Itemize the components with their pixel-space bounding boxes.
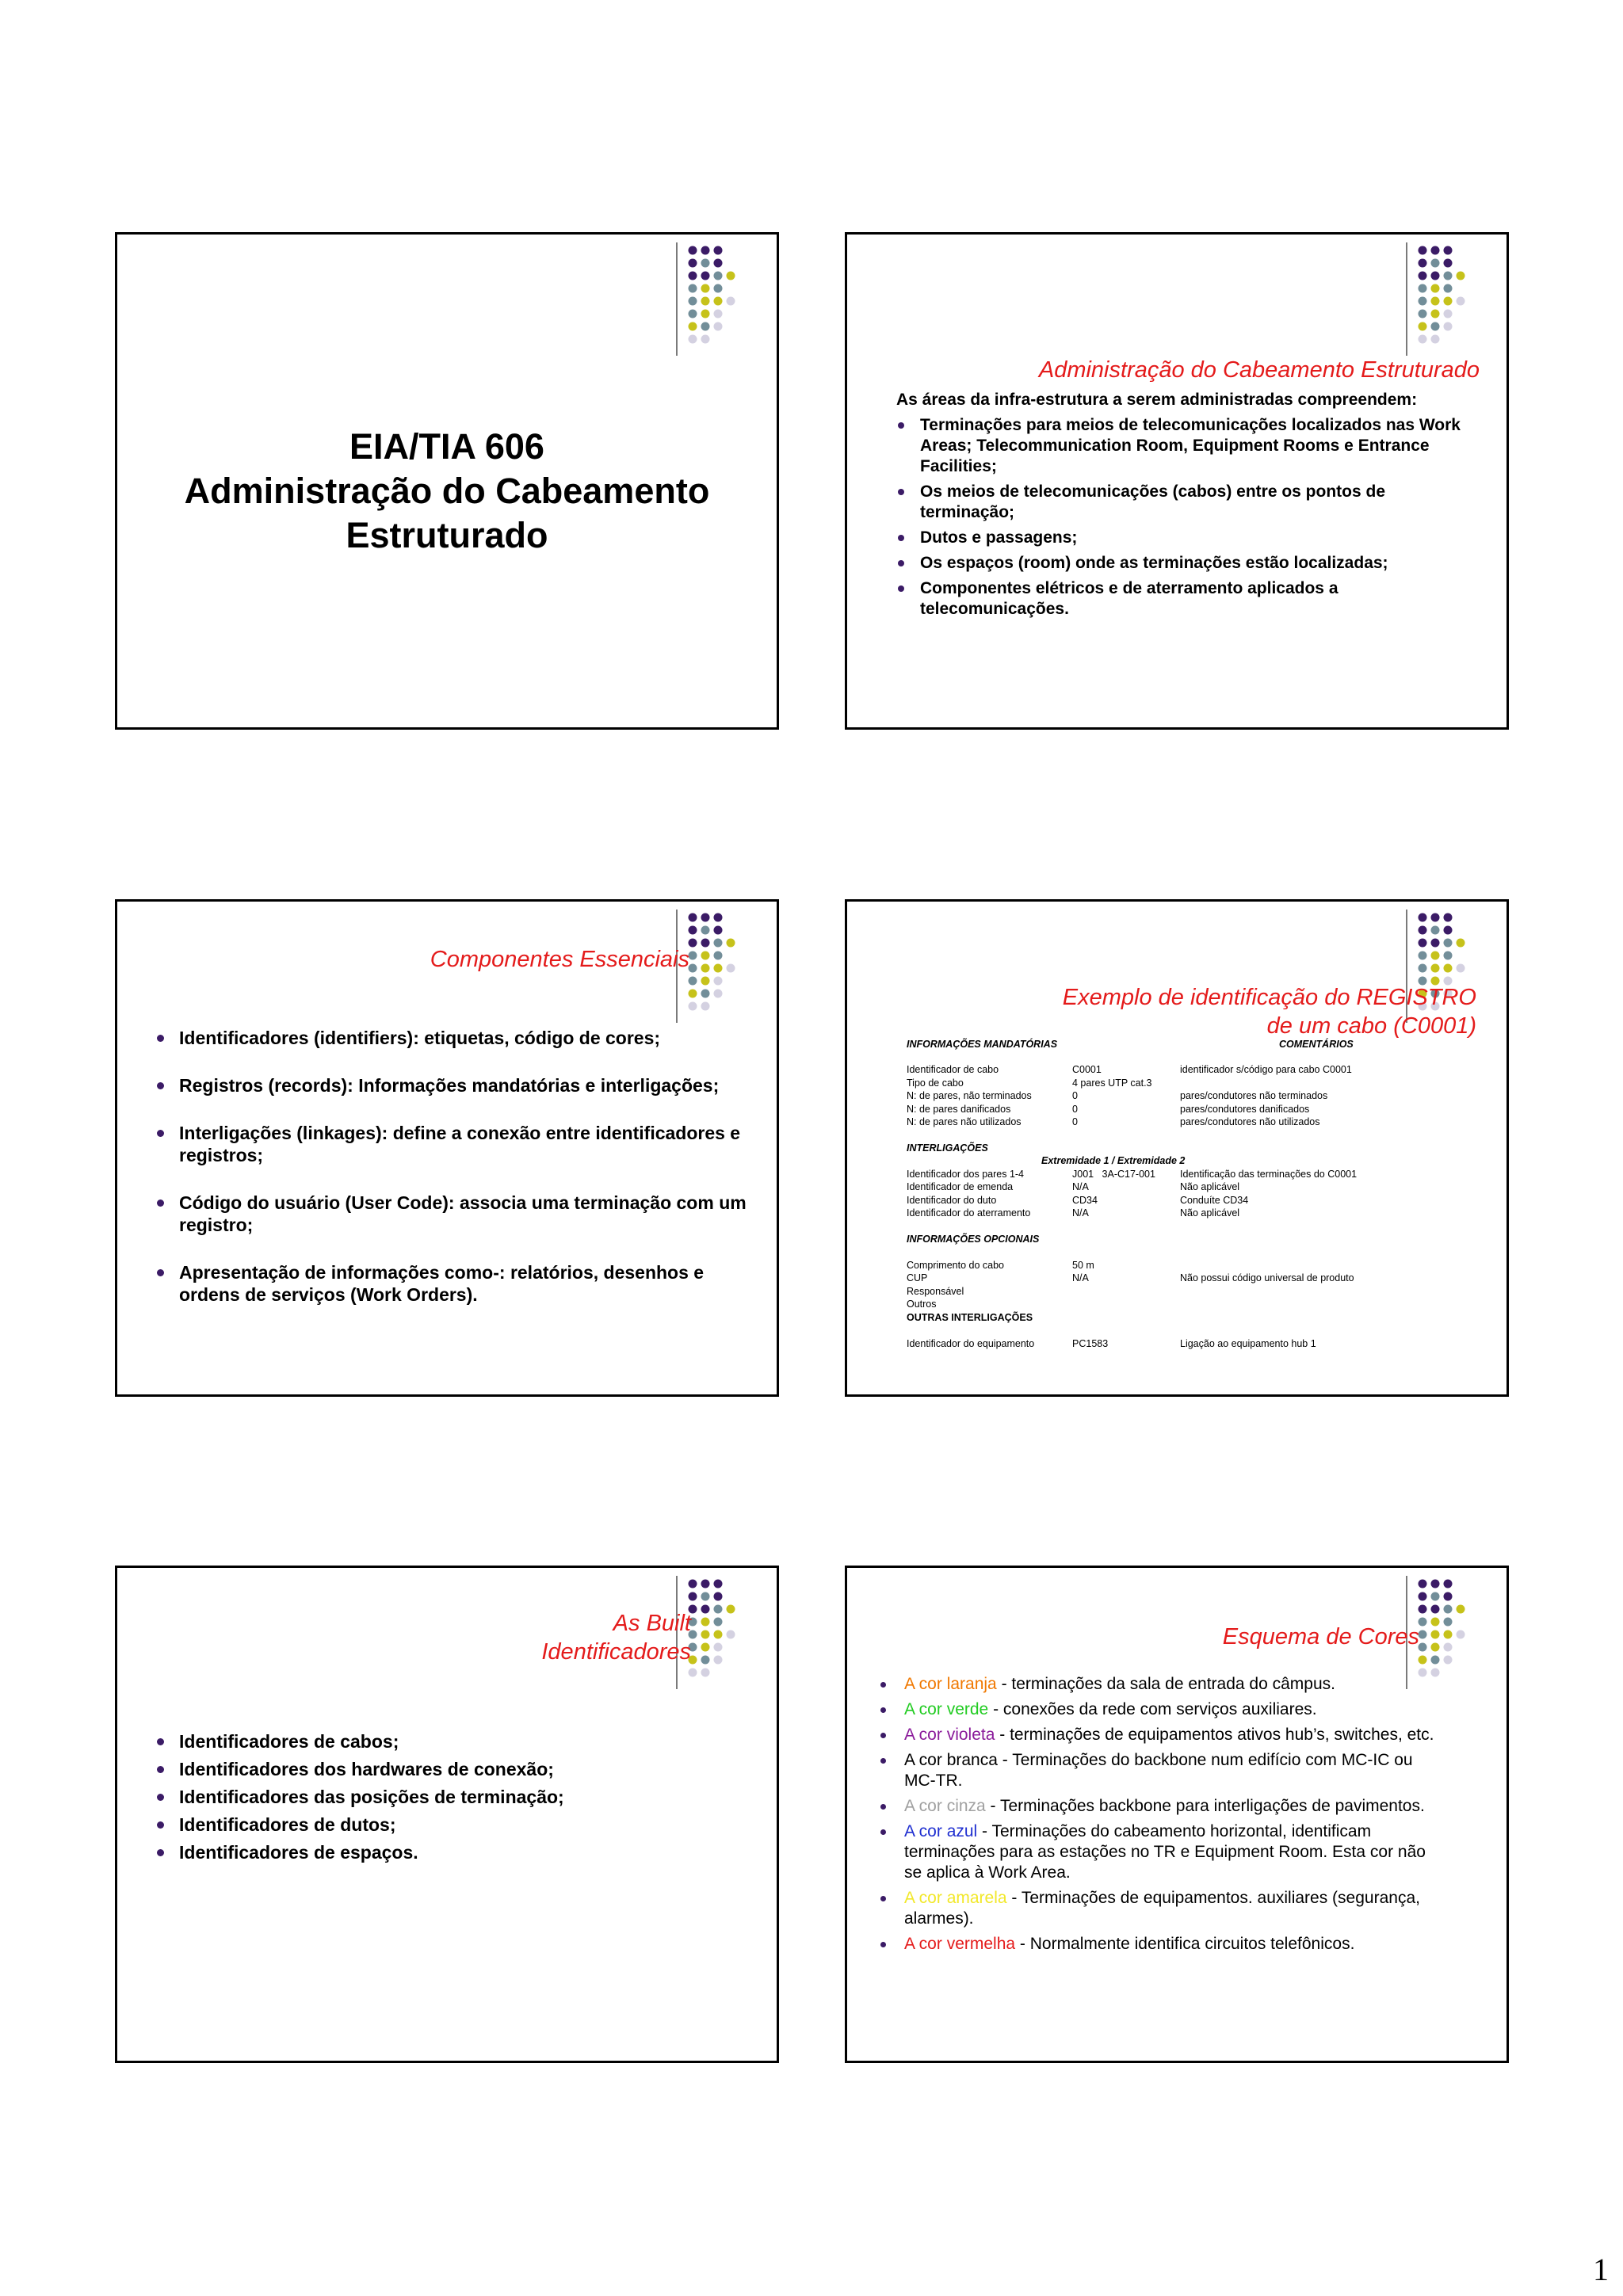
color-item bbox=[880, 1699, 1435, 1720]
decorative-dot bbox=[701, 977, 710, 986]
record-cell: Não aplicável bbox=[1180, 1207, 1240, 1219]
record-cell: INFORMAÇÕES OPCIONAIS bbox=[907, 1233, 1040, 1245]
record-cell: CD34 bbox=[1072, 1194, 1098, 1206]
decorative-dot bbox=[701, 939, 710, 948]
decorative-dot bbox=[1431, 322, 1440, 331]
record-cell: Conduíte CD34 bbox=[1180, 1194, 1249, 1206]
decorative-dot bbox=[689, 335, 697, 344]
record-cell: Identificador do duto bbox=[907, 1194, 997, 1206]
color-name: A cor azul bbox=[904, 1822, 978, 1840]
decorative-dot bbox=[1444, 1618, 1453, 1627]
record-cell: Identificador do equipamento bbox=[907, 1337, 1035, 1349]
decorative-dot bbox=[714, 1605, 723, 1614]
record-cell: 0 bbox=[1072, 1116, 1078, 1127]
decorative-dot bbox=[1444, 1656, 1453, 1665]
color-description: - terminações de equipamentos ativos hub’s, switches, etc. bbox=[995, 1726, 1434, 1744]
decorative-dot bbox=[701, 1669, 710, 1677]
bullet-list bbox=[920, 415, 1475, 624]
decorative-dot bbox=[727, 964, 735, 973]
decorative-dot bbox=[1431, 1630, 1440, 1639]
decorative-dot bbox=[1419, 1643, 1427, 1652]
record-cell: Outros bbox=[907, 1299, 937, 1310]
decorative-dot bbox=[701, 913, 710, 922]
record-cell: pares/condutores não terminados bbox=[1180, 1090, 1328, 1101]
decorative-dot bbox=[689, 1580, 697, 1589]
bullet-item: Os espaços (room) onde as terminações estão localizadas; bbox=[920, 553, 1475, 574]
record-cell: Identificador do aterramento bbox=[907, 1207, 1031, 1219]
bullet-item: Identificadores de dutos; bbox=[179, 1811, 750, 1839]
decorative-dot bbox=[689, 964, 697, 973]
bullet-item: Identificadores de cabos; bbox=[179, 1728, 750, 1756]
decorative-dot bbox=[1419, 246, 1427, 255]
color-description: - Terminações de equipamentos. auxiliares (segurança, alarmes). bbox=[904, 1889, 1420, 1928]
decorative-dot bbox=[1444, 1580, 1453, 1589]
decorative-dot bbox=[1431, 335, 1440, 344]
decorative-dot bbox=[1444, 297, 1453, 306]
decorative-dot bbox=[714, 964, 723, 973]
decorative-dot bbox=[1431, 1580, 1440, 1589]
decorative-dot-pattern bbox=[1403, 242, 1491, 356]
decorative-dot bbox=[701, 272, 710, 280]
slide-title: Componentes Essenciais bbox=[430, 947, 689, 972]
record-cell: N: de pares não utilizados bbox=[907, 1116, 1022, 1127]
decorative-dot bbox=[1431, 259, 1440, 268]
decorative-dot bbox=[701, 1580, 710, 1589]
decorative-dot bbox=[701, 284, 710, 293]
slide-intro: As áreas da infra-estrutura a serem administradas compreendem: bbox=[896, 391, 1418, 409]
color-item bbox=[880, 1888, 1435, 1929]
record-cell: Identificador dos pares 1-4 bbox=[907, 1168, 1025, 1180]
decorative-dot bbox=[1457, 1630, 1465, 1639]
decorative-dot bbox=[714, 246, 723, 255]
decorative-dot bbox=[1431, 1592, 1440, 1601]
decorative-dot bbox=[1444, 1643, 1453, 1652]
decorative-dot bbox=[701, 964, 710, 973]
decorative-dot bbox=[701, 1630, 710, 1639]
color-item bbox=[880, 1725, 1435, 1745]
decorative-dot bbox=[689, 259, 697, 268]
decorative-dot bbox=[689, 926, 697, 935]
slide-1-title bbox=[115, 232, 779, 730]
record-cell: Identificador de emenda bbox=[907, 1181, 1014, 1192]
decorative-dot bbox=[701, 259, 710, 268]
record-cell: pares/condutores danificados bbox=[1180, 1103, 1310, 1115]
color-name: A cor amarela bbox=[904, 1889, 1007, 1907]
color-scheme-list bbox=[880, 1674, 1435, 1959]
slide-title bbox=[541, 1609, 691, 1667]
record-cell: Não possui código universal de produto bbox=[1180, 1272, 1354, 1283]
record-cell: Extremidade 1 / Extremidade 2 bbox=[1041, 1155, 1186, 1166]
record-cell: 0 bbox=[1072, 1090, 1078, 1101]
color-item bbox=[880, 1934, 1435, 1955]
decorative-dot bbox=[714, 913, 723, 922]
decorative-dot bbox=[689, 284, 697, 293]
slide-title: Administração do Cabeamento Estruturado bbox=[1038, 357, 1480, 383]
decorative-dot bbox=[1444, 272, 1453, 280]
record-cell: Não aplicável bbox=[1180, 1181, 1240, 1192]
decorative-dot bbox=[714, 310, 723, 318]
decorative-dot bbox=[714, 1580, 723, 1589]
decorative-dot bbox=[1431, 1605, 1440, 1614]
bullet-item: Dutos e passagens; bbox=[920, 528, 1475, 548]
decorative-dot bbox=[701, 1656, 710, 1665]
decorative-dot bbox=[727, 939, 735, 948]
decorative-dot bbox=[714, 990, 723, 998]
decorative-dot bbox=[1419, 284, 1427, 293]
color-description: - Terminações backbone para interligações de pavimentos. bbox=[985, 1797, 1425, 1815]
decorative-dot bbox=[1419, 1630, 1427, 1639]
record-cell: PC1583 bbox=[1072, 1337, 1109, 1349]
slide-title-line2: Identificadores bbox=[541, 1639, 691, 1665]
decorative-dot bbox=[701, 1605, 710, 1614]
decorative-dot bbox=[1431, 1643, 1440, 1652]
record-cell: Identificação das terminações do C0001 bbox=[1180, 1168, 1358, 1180]
decorative-dot bbox=[714, 1656, 723, 1665]
record-cell: C0001 bbox=[1072, 1064, 1102, 1075]
bullet-item: Apresentação de informações como-: relatórios, desenhos e ordens de serviços (Work Orders). bbox=[179, 1261, 750, 1306]
color-description: - Normalmente identifica circuitos telefônicos. bbox=[1015, 1935, 1355, 1953]
decorative-dot bbox=[727, 297, 735, 306]
decorative-dot bbox=[727, 272, 735, 280]
record-cell: N: de pares danificados bbox=[907, 1103, 1011, 1115]
decorative-dot bbox=[689, 939, 697, 948]
page-number: 1 bbox=[1593, 2252, 1609, 2287]
decorative-dot-pattern bbox=[674, 242, 761, 356]
color-name: A cor vermelha bbox=[904, 1935, 1016, 1953]
record-cell: identificador s/código para cabo C0001 bbox=[1180, 1064, 1352, 1075]
decorative-dot bbox=[1419, 259, 1427, 268]
record-cell: Comprimento do cabo bbox=[907, 1259, 1004, 1271]
slide-6-esquema-cores bbox=[845, 1566, 1509, 2063]
record-cell: N: de pares, não terminados bbox=[907, 1090, 1032, 1101]
decorative-dot bbox=[701, 310, 710, 318]
decorative-dot bbox=[1431, 1618, 1440, 1627]
record-cell: Tipo de cabo bbox=[907, 1077, 964, 1089]
decorative-dot bbox=[1431, 310, 1440, 318]
decorative-dot bbox=[1419, 1592, 1427, 1601]
decorative-dot bbox=[689, 1592, 697, 1601]
color-item bbox=[880, 1796, 1435, 1817]
record-cell: Identificador de cabo bbox=[907, 1064, 999, 1075]
record-cell: CUP bbox=[907, 1272, 928, 1283]
color-item bbox=[880, 1821, 1435, 1883]
decorative-dot bbox=[1431, 246, 1440, 255]
decorative-dot bbox=[1431, 284, 1440, 293]
decorative-dot bbox=[689, 322, 697, 331]
decorative-dot bbox=[701, 297, 710, 306]
color-description: - Terminações do cabeamento horizontal, identificam terminações para as estações no TR e Equipment Room. Esta cor não se aplica à Work Area. bbox=[904, 1822, 1426, 1882]
decorative-dot bbox=[1419, 1580, 1427, 1589]
slide-title-line1: Exemplo de identificação do REGISTRO bbox=[1062, 985, 1476, 1010]
decorative-dot bbox=[1431, 297, 1440, 306]
record-cell: J001 3A-C17-001 bbox=[1072, 1168, 1155, 1180]
decorative-dot bbox=[689, 913, 697, 922]
decorative-dot bbox=[689, 272, 697, 280]
decorative-dot bbox=[727, 1605, 735, 1614]
decorative-dot bbox=[701, 926, 710, 935]
record-cell: OUTRAS INTERLIGAÇÕES bbox=[907, 1311, 1033, 1323]
record-cell: pares/condutores não utilizados bbox=[1180, 1116, 1320, 1127]
color-name: A cor violeta bbox=[904, 1726, 995, 1744]
decorative-dot bbox=[701, 322, 710, 331]
decorative-dot bbox=[1419, 310, 1427, 318]
color-name: A cor laranja bbox=[904, 1675, 997, 1693]
decorative-dot bbox=[1457, 272, 1465, 280]
color-description: - conexões da rede com serviços auxiliares. bbox=[988, 1700, 1317, 1718]
slide-title: Esquema de Cores bbox=[1222, 1624, 1419, 1650]
decorative-dot bbox=[714, 1643, 723, 1652]
decorative-dot bbox=[1419, 272, 1427, 280]
decorative-dot bbox=[701, 990, 710, 998]
bullet-item: Código do usuário (User Code): associa uma terminação com um registro; bbox=[179, 1192, 750, 1236]
record-cell: 0 bbox=[1072, 1103, 1078, 1115]
decorative-dot bbox=[1431, 272, 1440, 280]
doc-title-line3: Estruturado bbox=[346, 515, 548, 555]
decorative-dot bbox=[714, 297, 723, 306]
slide-5-as-built bbox=[115, 1566, 779, 2063]
decorative-dot bbox=[701, 1002, 710, 1011]
decorative-dot bbox=[1444, 1630, 1453, 1639]
bullet-item: Terminações para meios de telecomunicações localizados nas Work Areas; Telecommunication Room, Equipment Rooms e Entrance Facilities; bbox=[920, 415, 1475, 477]
color-name: A cor branca bbox=[904, 1751, 998, 1769]
decorative-dot bbox=[701, 1592, 710, 1601]
color-name: A cor cinza bbox=[904, 1797, 986, 1815]
decorative-dot bbox=[714, 952, 723, 960]
record-cell: 4 pares UTP cat.3 bbox=[1072, 1077, 1152, 1089]
decorative-dot bbox=[714, 284, 723, 293]
decorative-dot bbox=[727, 1630, 735, 1639]
record-cell: INTERLIGAÇÕES bbox=[907, 1142, 988, 1154]
decorative-dot bbox=[1444, 246, 1453, 255]
decorative-dot bbox=[689, 952, 697, 960]
record-cell: Ligação ao equipamento hub 1 bbox=[1180, 1337, 1316, 1349]
bullet-item: Identificadores (identifiers): etiquetas, código de cores; bbox=[179, 1027, 750, 1049]
decorative-dot bbox=[689, 310, 697, 318]
record-cell: N/A bbox=[1072, 1207, 1089, 1219]
decorative-dot bbox=[689, 246, 697, 255]
decorative-dot bbox=[1419, 335, 1427, 344]
decorative-dot bbox=[701, 246, 710, 255]
slide-4-registro-exemplo bbox=[845, 899, 1509, 1397]
bullet-item: Interligações (linkages): define a conexão entre identificadores e registros; bbox=[179, 1122, 750, 1166]
color-description: - terminações da sala de entrada do câmpus. bbox=[996, 1675, 1335, 1693]
decorative-dot bbox=[689, 1002, 697, 1011]
decorative-dot bbox=[689, 1669, 697, 1677]
color-name: A cor verde bbox=[904, 1700, 989, 1718]
decorative-dot bbox=[701, 1618, 710, 1627]
record-cell: INFORMAÇÕES MANDATÓRIAS bbox=[907, 1039, 1058, 1050]
decorative-dot bbox=[1419, 322, 1427, 331]
record-cell: N/A bbox=[1072, 1181, 1089, 1192]
decorative-dot bbox=[1419, 297, 1427, 306]
decorative-dot bbox=[701, 335, 710, 344]
doc-title-line2: Administração do Cabeamento bbox=[184, 471, 710, 511]
decorative-dot bbox=[1444, 284, 1453, 293]
bullet-item: Registros (records): Informações mandatórias e interligações; bbox=[179, 1074, 750, 1097]
record-cell: N/A bbox=[1072, 1272, 1089, 1283]
decorative-dot bbox=[714, 1618, 723, 1627]
decorative-dot bbox=[1457, 297, 1465, 306]
decorative-dot bbox=[1431, 1656, 1440, 1665]
record-cell: 50 m bbox=[1072, 1259, 1094, 1271]
decorative-dot bbox=[714, 939, 723, 948]
decorative-dot bbox=[1419, 1656, 1427, 1665]
decorative-dot bbox=[689, 977, 697, 986]
decorative-dot bbox=[1444, 259, 1453, 268]
decorative-dot bbox=[689, 990, 697, 998]
bullet-item: Componentes elétricos e de aterramento aplicados a telecomunicações. bbox=[920, 578, 1475, 620]
bullet-item: Identificadores de espaços. bbox=[179, 1839, 750, 1867]
decorative-dot bbox=[1419, 1618, 1427, 1627]
doc-title-line1: EIA/TIA 606 bbox=[349, 426, 544, 467]
bullet-item: Identificadores das posições de terminação; bbox=[179, 1783, 750, 1811]
decorative-dot bbox=[714, 977, 723, 986]
bullet-item: Identificadores dos hardwares de conexão; bbox=[179, 1756, 750, 1783]
record-cell: Responsável bbox=[907, 1285, 964, 1297]
bullet-list bbox=[179, 1027, 750, 1331]
decorative-dot bbox=[714, 259, 723, 268]
record-table bbox=[847, 902, 1507, 1394]
decorative-dot bbox=[701, 952, 710, 960]
decorative-dot bbox=[689, 297, 697, 306]
decorative-dot bbox=[1444, 1592, 1453, 1601]
decorative-dot bbox=[1444, 322, 1453, 331]
slide-3-componentes bbox=[115, 899, 779, 1397]
decorative-dot bbox=[714, 272, 723, 280]
slide-title-line1: As Built bbox=[613, 1611, 691, 1636]
decorative-dot bbox=[1444, 1605, 1453, 1614]
decorative-dot bbox=[701, 1643, 710, 1652]
slide-2-administracao bbox=[845, 232, 1509, 730]
decorative-dot bbox=[714, 322, 723, 331]
record-cell: COMENTÁRIOS bbox=[1279, 1039, 1354, 1050]
bullet-item: Os meios de telecomunicações (cabos) entre os pontos de terminação; bbox=[920, 482, 1475, 523]
decorative-dot bbox=[1444, 310, 1453, 318]
decorative-dot bbox=[1457, 1605, 1465, 1614]
decorative-dot bbox=[1419, 1605, 1427, 1614]
decorative-dot bbox=[714, 926, 723, 935]
bullet-list bbox=[179, 1728, 750, 1867]
slide-title-line2: de um cabo (C0001) bbox=[1266, 1013, 1476, 1039]
color-description: - Terminações do backbone num edifício com MC-IC ou MC-TR. bbox=[904, 1751, 1413, 1790]
decorative-dot bbox=[714, 1630, 723, 1639]
decorative-dot bbox=[714, 1592, 723, 1601]
color-item bbox=[880, 1674, 1435, 1695]
color-item bbox=[880, 1750, 1435, 1791]
